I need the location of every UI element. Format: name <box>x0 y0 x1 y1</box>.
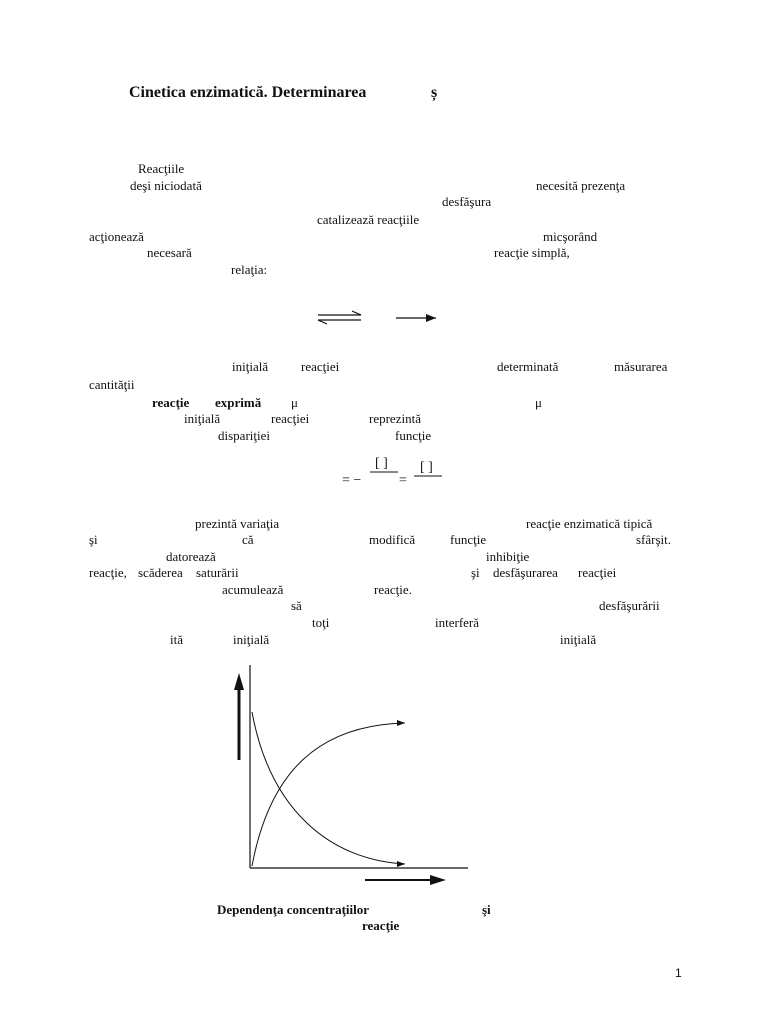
p2-text: exprimă <box>215 395 262 410</box>
p1-text: necesară <box>147 245 192 260</box>
p3-text: interferă <box>435 615 480 630</box>
p1-text: relaţia: <box>231 262 268 277</box>
p2-text: reacţie <box>152 395 190 410</box>
figure-caption: reacţie <box>362 918 400 933</box>
p3-text: iniţială <box>233 632 270 647</box>
p2-text: reprezintă <box>369 411 421 426</box>
p3-text: desfăşurării <box>599 598 660 613</box>
figure-caption: Dependenţa concentraţiilor <box>217 902 370 917</box>
p3-text: modifică <box>369 532 416 547</box>
p2-text: iniţială <box>232 359 269 374</box>
p3-text: acumulează <box>222 582 284 597</box>
equation-bracket: [ ] <box>375 456 388 471</box>
p3-text: scăderea <box>138 565 183 580</box>
page-title: Cinetica enzimatică. Determinarea <box>129 84 367 101</box>
product-growth-curve <box>252 723 405 866</box>
p2-text: iniţială <box>184 411 221 426</box>
p3-text: reacţie enzimatică tipică <box>526 516 653 531</box>
p3-text: reacţie, <box>89 565 127 580</box>
p3-text: prezintă variaţia <box>195 516 280 531</box>
substrate-decay-curve <box>252 712 405 864</box>
mu-symbol: μ <box>291 395 298 410</box>
p1-text: acţionează <box>89 229 144 244</box>
p3-text: reacţie. <box>374 582 412 597</box>
p3-text: datorează <box>166 549 216 564</box>
p2-text: dispariţiei <box>218 428 270 443</box>
p2-text: determinată <box>497 359 559 374</box>
time-arrow <box>365 875 446 885</box>
p2-text: funcţie <box>395 428 432 443</box>
p1-text: necesită prezenţa <box>536 178 626 193</box>
p1-text: deşi niciodată <box>130 178 202 193</box>
p3-text: că <box>242 532 254 547</box>
graph-axes <box>250 665 468 868</box>
substrate-curve-arrowhead <box>397 861 405 867</box>
equation-bracket: [ ] <box>420 460 433 475</box>
p3-text: inhibiţie <box>486 549 530 564</box>
p2-text: măsurarea <box>614 359 668 374</box>
p3-text: desfăşurarea <box>493 565 558 580</box>
p3-text: funcţie <box>450 532 487 547</box>
p3-text: iniţială <box>560 632 597 647</box>
mu-symbol: μ <box>535 395 542 410</box>
p3-text: saturării <box>196 565 239 580</box>
p3-text: şi <box>471 565 480 580</box>
p1-text: reacţie simplă, <box>494 245 570 260</box>
p1-text: Reacţiile <box>138 161 185 176</box>
p1-text: micşorând <box>543 229 598 244</box>
p1-text: desfăşura <box>442 194 492 209</box>
p2-text: reacţiei <box>271 411 310 426</box>
p3-text: reacţiei <box>578 565 617 580</box>
equation-sign: = − <box>342 473 362 488</box>
p1-text: catalizează reacţiile <box>317 212 420 227</box>
p3-text: şi <box>89 532 98 547</box>
p3-text: să <box>291 598 302 613</box>
product-curve-arrowhead <box>397 720 405 726</box>
p3-text: toţi <box>312 615 330 630</box>
concentration-arrow <box>234 673 244 760</box>
figure-caption: şi <box>482 902 491 917</box>
p2-text: reacţiei <box>301 359 340 374</box>
title-fragment: ș <box>431 84 438 101</box>
page-number: 1 <box>675 966 682 980</box>
equation-sign: = <box>399 473 407 488</box>
p2-text: cantităţii <box>89 377 135 392</box>
p3-text: ită <box>170 632 183 647</box>
p3-text: sfârşit. <box>636 532 672 547</box>
